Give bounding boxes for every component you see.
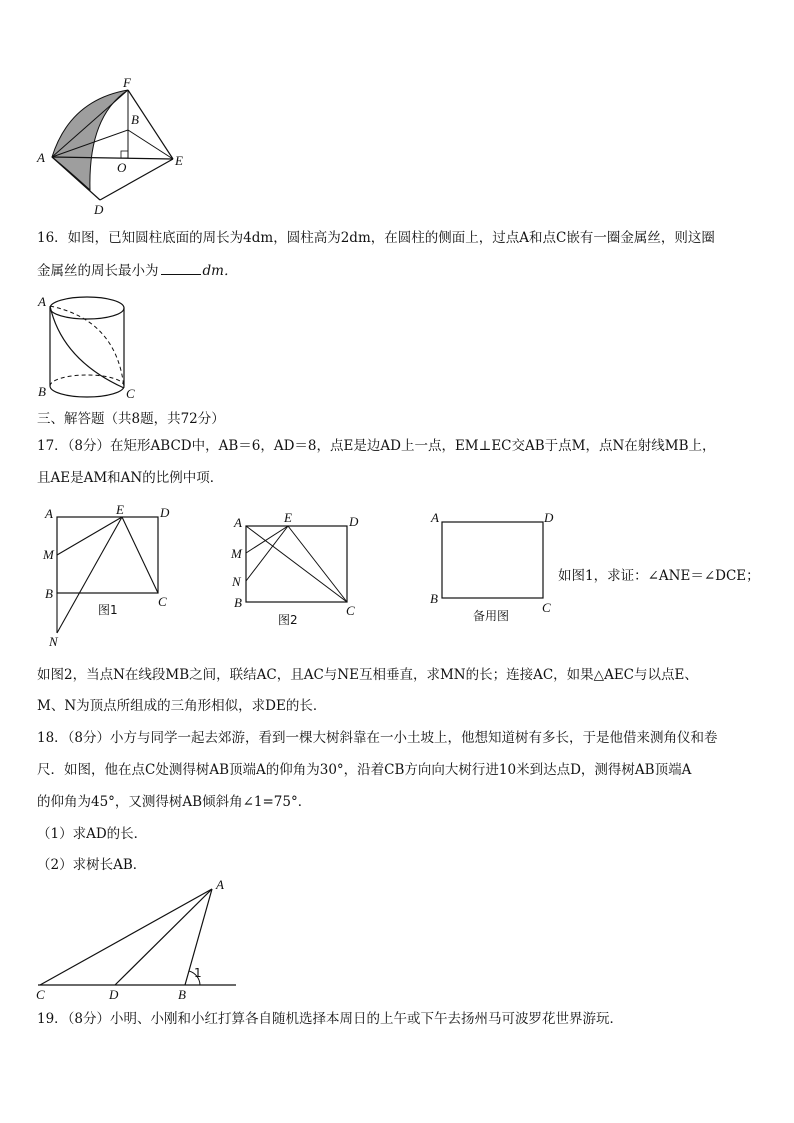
q17-fig1-EC bbox=[122, 517, 158, 593]
q17-fig2-label-E: E bbox=[284, 510, 292, 525]
q15-segment-DE bbox=[100, 159, 173, 200]
q17-fig2-label-N: N bbox=[232, 574, 241, 589]
q17-fig3-rectangle bbox=[442, 522, 543, 598]
q16-line2 bbox=[37, 262, 237, 280]
q18-segment-CA bbox=[40, 889, 212, 985]
q15-label-D: D bbox=[94, 202, 104, 217]
q16-label-B: B bbox=[38, 384, 46, 399]
q17-fig2-label-A: A bbox=[234, 515, 242, 530]
q17-fig2-label-D: D bbox=[349, 514, 359, 529]
q18-label-A: A bbox=[216, 877, 224, 892]
q18-label-C: C bbox=[36, 987, 45, 1002]
q17-fig1-label-M: M bbox=[43, 547, 54, 562]
q17-fig1-label-N: N bbox=[49, 634, 58, 649]
q16-cylinder-bottom-back bbox=[50, 375, 124, 386]
q17-line4: M、N为顶点所组成的三角形相似，求DE的长． bbox=[37, 698, 327, 714]
q17-fig1-label-D: D bbox=[160, 505, 170, 520]
q17-figure-1 bbox=[40, 500, 180, 650]
q16-cylinder-bottom-front bbox=[50, 386, 124, 397]
q17-side-text: 如图1，求证：∠ANE＝∠DCE； bbox=[558, 568, 760, 584]
q17-fig2-caption: 图2 bbox=[278, 613, 298, 627]
q16-line1: 16．如图，已知圆柱底面的周长为4dm，圆柱高为2dm，在圆柱的侧面上，过点A和点C嵌有一圈金属丝，则这圈 bbox=[37, 230, 715, 246]
q17-line2: 且AE是AM和AN的比例中项． bbox=[37, 470, 224, 486]
q16-line2-suffix: dm． bbox=[202, 263, 238, 279]
q18-figure bbox=[30, 875, 255, 1005]
q17-fig1-label-B: B bbox=[45, 586, 53, 601]
q17-fig2-EM bbox=[246, 526, 288, 553]
q19-line1: 19．（8分）小明、小刚和小红打算各自随机选择本周日的上午或下午去扬州马可波罗花世界游玩． bbox=[37, 1011, 624, 1027]
q15-label-F: F bbox=[123, 75, 131, 90]
section-3-heading: 三、解答题（共8题，共72分） bbox=[37, 411, 225, 427]
q18-line1: 18．（8分）小方与同学一起去郊游，看到一棵大树斜靠在一小土坡上，他想知道树有多长，于是他借来测角仪和卷 bbox=[37, 730, 718, 746]
q17-line3: 如图2，当点N在线段MB之间，联结AC，且AC与NE互相垂直，求MN的长；连接AC，如果△AEC与以点E、 bbox=[37, 667, 698, 683]
q17-fig1-label-A: A bbox=[45, 506, 53, 521]
q16-label-C: C bbox=[126, 386, 135, 401]
q17-fig2-label-B: B bbox=[234, 595, 242, 610]
q17-fig3-label-A: A bbox=[431, 510, 439, 525]
q17-fig1-caption: 图1 bbox=[98, 603, 118, 617]
q18-label-angle-1: 1 bbox=[194, 966, 202, 980]
q16-cylinder-top bbox=[50, 297, 124, 319]
q15-label-A: A bbox=[37, 150, 45, 165]
q15-label-O: O bbox=[117, 160, 127, 175]
q17-fig2-label-M: M bbox=[231, 546, 242, 561]
q15-segment-BE bbox=[128, 130, 173, 159]
q15-right-angle-mark bbox=[121, 151, 128, 158]
q18-label-B: B bbox=[178, 987, 186, 1002]
q17-fig3-label-B: B bbox=[430, 591, 438, 606]
q17-fig1-EM bbox=[57, 517, 122, 555]
q17-figure-2 bbox=[225, 505, 365, 630]
q15-shaded-region bbox=[52, 90, 128, 190]
q18-label-D: D bbox=[109, 987, 119, 1002]
q17-fig3-label-C: C bbox=[542, 600, 551, 615]
q17-figure-backup bbox=[425, 505, 560, 630]
q16-line2-prefix: 金属丝的周长最小为 bbox=[37, 263, 159, 279]
q15-figure bbox=[30, 72, 200, 222]
q18-line2: 尺．如图，他在点C处测得树AB顶端A的仰角为30°，沿着CB方向向大树行进10米到达点D，测得树AB顶端A bbox=[37, 762, 692, 778]
q17-fig2-label-C: C bbox=[346, 603, 355, 618]
q17-line1: 17．（8分）在矩形ABCD中，AB＝6，AD＝8，点E是边AD上一点，EM⊥EC交AB于点M，点N在射线MB上， bbox=[37, 438, 716, 454]
q17-fig1-label-C: C bbox=[158, 594, 167, 609]
q16-wire-back bbox=[50, 306, 124, 388]
q16-answer-blank bbox=[161, 262, 201, 275]
q17-fig1-rectangle bbox=[57, 517, 158, 593]
q18-subquestion-2: （2）求树长AB． bbox=[37, 857, 147, 873]
q15-label-E: E bbox=[175, 153, 183, 168]
q17-fig3-label-D: D bbox=[544, 510, 554, 525]
q16-cylinder-figure bbox=[32, 290, 142, 402]
q15-label-B: B bbox=[131, 112, 139, 127]
q18-line3: 的仰角为45°，又测得树AB倾斜角∠1=75°． bbox=[37, 794, 312, 810]
q18-subquestion-1: （1）求AD的长． bbox=[37, 826, 148, 842]
q17-fig2-EN bbox=[246, 526, 288, 581]
q16-wire-front bbox=[50, 306, 124, 388]
q17-fig3-caption: 备用图 bbox=[473, 609, 510, 623]
q17-fig1-label-E: E bbox=[116, 502, 124, 517]
q16-label-A: A bbox=[38, 294, 46, 309]
